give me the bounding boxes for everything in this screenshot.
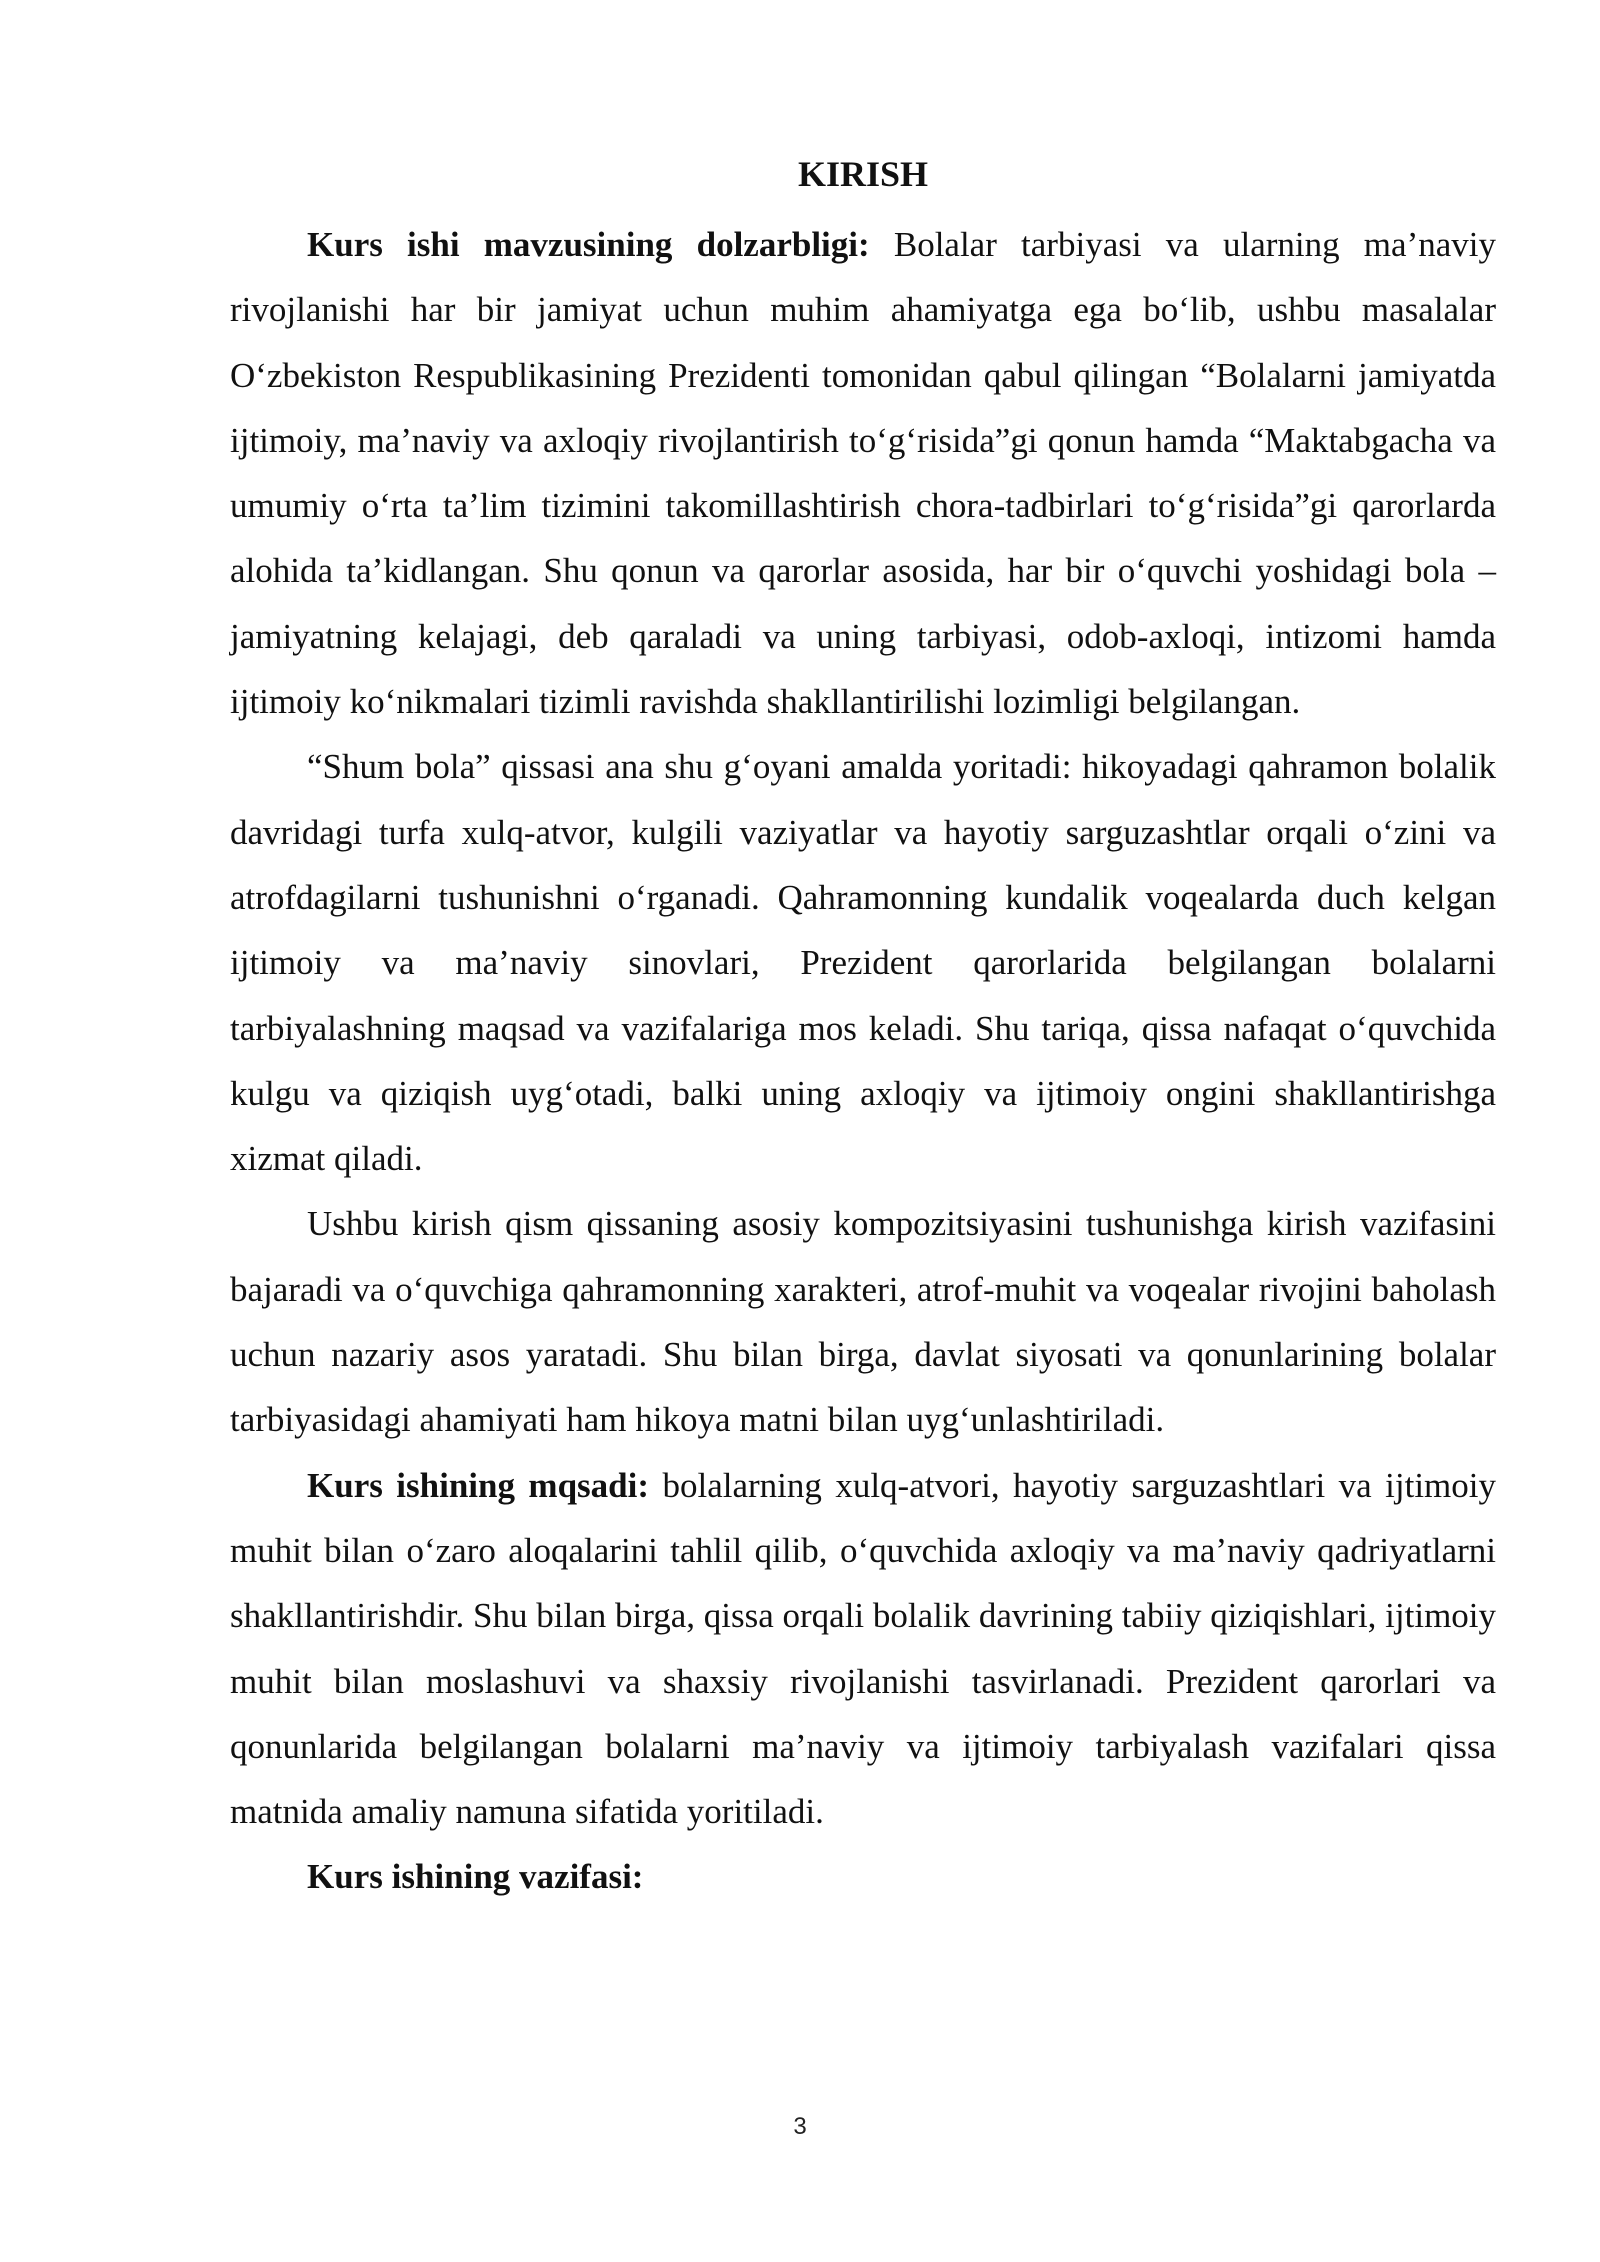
paragraph-goal — [230, 1453, 1496, 1845]
paragraph-text: “Shum bola” qissasi ana shu g‘oyani amalda yoritadi: hikoyadagi qahramon bolalik davridagi turfa xulq-atvor, kulgili vaziyatlar va hayotiy sarguzashtlar orqali o‘zini va atrofdagilarni tushunishni o‘rganadi. Qahramonning kundalik voqealarda duch kelgan ijtimoiy va ma’naviy sinovlari, Prezident qarorlarida belgilangan bolalarni tarbiyalashning maqsad va vazifalariga mos keladi. Shu tariqa, qissa nafaqat o‘quvchida kulgu va qiziqish uyg‘otadi, balki uning axloqiy va ijtimoiy ongini shakllantirishga xizmat qiladi. — [230, 747, 1496, 1179]
paragraph-shum-bola — [230, 734, 1496, 1191]
paragraph-lead: Kurs ishi mavzusining dolzarbligi: — [307, 225, 870, 264]
paragraph-text: Bolalar tarbiyasi va ularning ma’naviy rivojlanishi har bir jamiyat uchun muhim ahamiyatga ega bo‘lib, ushbu masalalar O‘zbekiston Respublikasining Prezidenti tomonidan qabul qilingan “Bolalarni jamiyatda ijtimoiy, ma’naviy va axloqiy rivojlantirish to‘g‘risida”gi qonun hamda “Maktabgacha va umumiy o‘rta ta’lim tizimini takomillashtirish chora-tadbirlari to‘g‘risida”gi qarorlarda alohida ta’kidlangan. Shu qonun va qarorlar asosida, har bir o‘quvchi yoshidagi bola – jamiyatning kelajagi, deb qaraladi va uning tarbiyasi, odob-axloqi, intizomi hamda ijtimoiy ko‘nikmalari tizimli ravishda shakllantirilishi lozimligi belgilangan. — [230, 225, 1496, 722]
document-body — [230, 148, 1496, 1910]
paragraph-lead: Kurs ishining mqsadi: — [307, 1465, 650, 1505]
paragraph-tasks — [230, 1844, 1496, 1909]
page-number: 3 — [793, 2113, 807, 2140]
paragraph-relevance — [230, 212, 1496, 734]
paragraph-introduction — [230, 1191, 1496, 1452]
paragraph-lead: Kurs ishining vazifasi: — [307, 1857, 644, 1897]
paragraph-text: bolalarning xulq-atvori, hayotiy sarguzashtlari va ijtimoiy muhit bilan o‘zaro aloqalarini tahlil qilib, o‘quvchida axloqiy va ma’naviy qadriyatlarni shakllantirishdir. Shu bilan birga, qissa orqali bolalik davrining tabiiy qiziqishlari, ijtimoiy muhit bilan moslashuvi va shaxsiy rivojlanishi tasvirlanadi. Prezident qarorlari va qonunlarida belgilangan bolalarni ma’naviy va ijtimoiy tarbiyalash vazifalari qissa matnida amaliy namuna sifatida yoritiladi. — [230, 1465, 1497, 1832]
page-title: KIRISH — [797, 154, 929, 194]
paragraph-text: Ushbu kirish qism qissaning asosiy kompozitsiyasini tushunishga kirish vazifasini bajaradi va o‘quvchiga qahramonning xarakteri, atrof-muhit va voqealar rivojini baholash uchun nazariy asos yaratadi. Shu bilan birga, davlat siyosati va qonunlarining bolalar tarbiyasidagi ahamiyati ham hikoya matni bilan uyg‘unlashtiriladi. — [230, 1204, 1496, 1440]
